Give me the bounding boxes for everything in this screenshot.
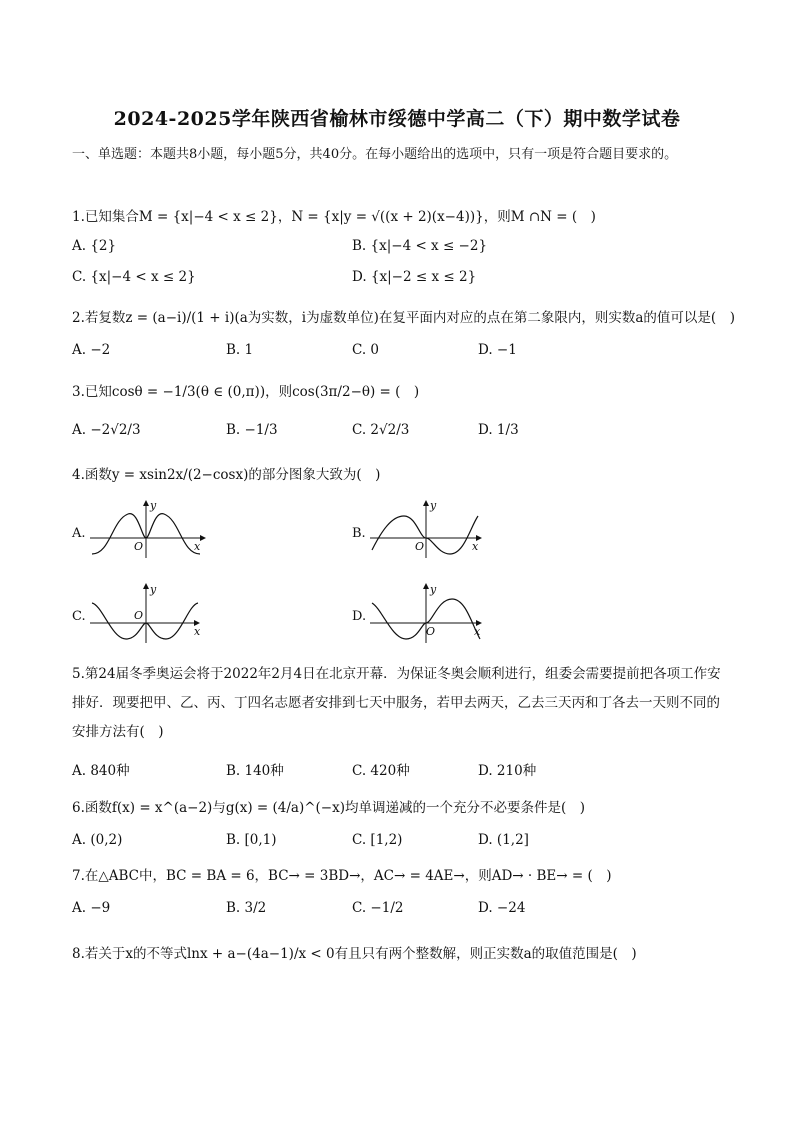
graph-d-origin-label: O	[426, 625, 436, 638]
question-5-option-c: C. 420种	[352, 763, 410, 779]
graph-d-y-label: y	[430, 583, 437, 596]
graph-a	[90, 500, 210, 560]
question-4-option-d: D.	[352, 609, 367, 624]
question-5-option-b: B. 140种	[226, 763, 284, 779]
graph-b-y-label: y	[430, 499, 437, 512]
graph-a-origin-label: O	[134, 540, 144, 553]
question-1-option-c: C. {x|−4 < x ≤ 2}	[72, 269, 196, 285]
question-6-option-a: A. (0,2)	[72, 832, 123, 848]
question-4-option-a: A.	[72, 526, 86, 541]
graph-d-x-label: x	[474, 625, 481, 638]
question-3-option-d: D. 1/3	[478, 422, 519, 438]
question-7-option-a: A. −9	[72, 900, 111, 916]
question-2-option-c: C. 0	[352, 342, 380, 358]
question-1-option-d: D. {x|−2 ≤ x ≤ 2}	[352, 269, 477, 285]
graph-d	[370, 585, 490, 645]
question-3: 3.已知cosθ = −1/3(θ ∈ (0,π))，则cos(3π/2−θ) = ( )	[72, 384, 420, 400]
graph-b	[370, 500, 490, 560]
question-3-option-a: A. −2√2/3	[72, 422, 141, 438]
question-6-option-d: D. (1,2]	[478, 832, 529, 848]
question-7-option-c: C. −1/2	[352, 900, 404, 916]
exam-title: 2024-2025学年陕西省榆林市绥德中学高二（下）期中数学试卷	[113, 108, 681, 130]
question-8: 8.若关于x的不等式lnx + a−(4a−1)/x < 0有且只有两个整数解，则正实数a的取值范围是( )	[72, 946, 637, 962]
section-heading: 一、单选题：本题共8小题，每小题5分，共40分。在每小题给出的选项中，只有一项是符合题目要求的。	[72, 147, 678, 162]
graph-c-origin-label: O	[134, 609, 144, 622]
question-6-option-c: C. [1,2)	[352, 832, 403, 848]
graph-a-y-label: y	[150, 499, 157, 512]
graph-c-y-label: y	[150, 583, 157, 596]
question-7-option-b: B. 3/2	[226, 900, 267, 916]
question-5: 5.第24届冬季奥运会将于2022年2月4日在北京开幕．为保证冬奥会顺利进行，组委会需要提前把各项工作安排好．现要把甲、乙、丙、丁四名志愿者安排到七天中服务，若甲去两天，乙去三天丙和丁各去一天则不同的安排方法有( )	[72, 666, 721, 740]
graph-a-x-label: x	[194, 540, 201, 553]
graph-c	[90, 585, 210, 645]
graph-c-x-label: x	[194, 625, 201, 638]
question-4: 4.函数y = xsin2x/(2−cosx)的部分图象大致为( )	[72, 467, 381, 483]
question-2: 2.若复数z = (a−i)/(1 + i)(a为实数，i为虚数单位)在复平面内对应的点在第二象限内，则实数a的值可以是( )	[72, 310, 735, 326]
question-3-option-c: C. 2√2/3	[352, 422, 410, 438]
question-4-option-b: B.	[352, 526, 366, 541]
question-2-option-d: D. −1	[478, 342, 517, 358]
question-5-option-d: D. 210种	[478, 763, 537, 779]
question-1-option-a: A. {2}	[72, 238, 117, 254]
question-6: 6.函数f(x) = x^(a−2)与g(x) = (4/a)^(−x)均单调递减的一个充分不必要条件是( )	[72, 800, 586, 816]
graph-b-origin-label: O	[415, 540, 425, 553]
question-4-option-c: C.	[72, 609, 86, 624]
question-2-option-b: B. 1	[226, 342, 254, 358]
question-7-option-d: D. −24	[478, 900, 526, 916]
question-3-option-b: B. −1/3	[226, 422, 278, 438]
question-6-option-b: B. [0,1)	[226, 832, 277, 848]
question-1-option-b: B. {x|−4 < x ≤ −2}	[352, 238, 488, 254]
question-2-option-a: A. −2	[72, 342, 111, 358]
question-1: 1.已知集合M = {x|−4 < x ≤ 2}，N = {x|y = √((x + 2)(x−4))}，则M ∩N = ( )	[72, 209, 596, 225]
question-5-option-a: A. 840种	[72, 763, 130, 779]
question-7: 7.在△ABC中，BC = BA = 6，BC→ = 3BD→，AC→ = 4AE→，则AD→ · BE→ = ( )	[72, 868, 612, 884]
graph-b-x-label: x	[472, 540, 479, 553]
